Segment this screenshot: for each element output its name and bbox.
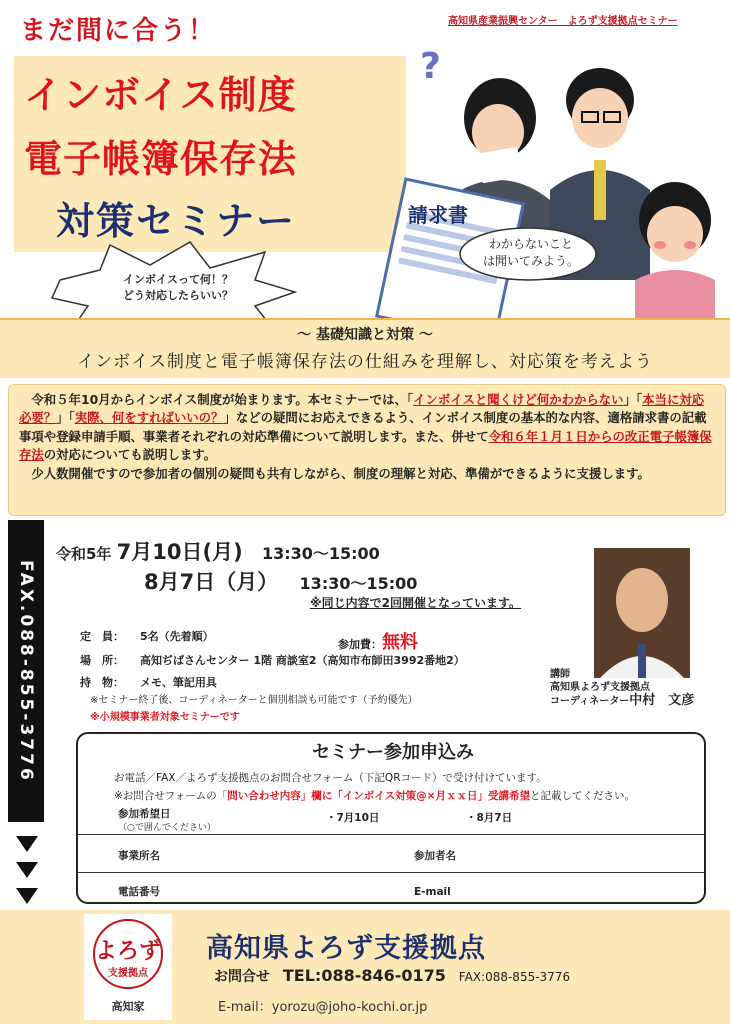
application-form [76,732,706,904]
intro-paragraph-1 [19,391,715,465]
application-line-2-text: と記載してください。 [529,790,635,802]
invoice-label: 請求書 [408,203,468,227]
svg-text:よろず: よろず [94,939,162,964]
organizer-line: 高知県産業振興センター よろず支援拠点セミナー [448,16,678,27]
items-label: 持 物： [80,676,124,689]
bubble-left-line-2: どう対応したらいい？ [123,289,233,302]
title-line-2: 電子帳簿保存法 [24,137,298,181]
speech-burst-text [98,272,258,304]
lecturer-org: 高知県よろず支援拠点 [550,682,650,693]
svg-text:高知家: 高知家 [111,1000,145,1013]
venue-label: 場 所： [80,654,124,667]
fee-row [338,628,418,654]
email-label: E-mail [414,886,451,898]
intro-paragraph-2: 少人数開催ですので参加者の個別の疑問も共有しながら、制度の理解と対応、準備ができるように支援します。 [31,465,650,481]
capacity-value: 5名（先着順） [140,630,214,643]
svg-text:?: ? [420,46,441,87]
yorozu-logo [84,914,172,1020]
participant-label: 参加者名 [414,850,456,862]
capacity-label: 定 員： [80,630,124,643]
contact-label: お問合せ [214,969,270,985]
title-line-1: インボイス制度 [24,73,297,117]
bubble-left-line-1: インボイスって何！？ [123,273,233,286]
intro-text: 令和５年10月からインボイス制度が始まります。本セミナーでは、「 [31,392,414,407]
schedule-row-2 [144,566,417,596]
application-highlight: 問い合わせ内容」欄に「インボイス対策@×月ｘｘ日」受講希望 [227,790,530,802]
office-label: 事業所名 [118,850,160,862]
date-label: 参加希望日 [118,808,171,820]
fax-side-banner: FAX.088-855-3776 [8,520,44,822]
application-line-1: お電話／FAX／よろず支援拠点のお問合せフォーム（下記QRコード）で受け付けています。 [114,772,547,784]
target-note: ※小規模事業者対象セミナーです [90,712,240,723]
application-title: セミナー参加申込み [312,742,474,763]
date-option-2[interactable]: ・8月7日 [466,812,513,824]
application-line-2 [114,788,635,803]
items-value: メモ、筆記用具 [140,676,217,689]
bubble-right-text [476,236,586,270]
schedule-time-1: 13:30～15:00 [261,544,380,563]
intro-highlight: 本当に対応必要？ [19,392,705,426]
bubble-right-line-1: わからないこと [488,237,573,251]
footer-contact [214,966,570,986]
subheading-1: ～ 基礎知識と対策 ～ [297,327,433,343]
consult-note: ※セミナー終了後、コーディネーターと個別相談も可能です（予約優先） [90,695,418,706]
form-divider [78,834,704,835]
fee-value: 無料 [382,632,418,653]
intro-highlight: インボイスと聞くけど何かわからない [413,392,624,407]
application-line-2-text: ※お問合せフォームの「 [114,790,228,802]
lecturer-role: 講師 [550,669,570,680]
intro-text: の対応についても説明します。 [43,447,217,463]
footer-org: 高知県よろず支援拠点 [206,933,486,964]
intro-text: 」などの疑問にお応えできるよう、インボイス制度の基本的な内容、適格請求書の記載事項や登録申請手順、事業者それぞれの対応準備について説明します。また、併せて [19,410,707,444]
title-line-3: 対策セミナー [56,199,297,243]
schedule-row-1 [56,536,380,566]
tagline: まだ間に合う！ [20,16,217,46]
people-illustration [360,40,730,320]
capacity-row [80,628,214,644]
contact-fax: FAX:088-855-3776 [458,970,571,984]
lecturer-photo [594,548,690,678]
venue-row [80,652,465,668]
subheading-band [0,318,730,378]
schedule-note: ※同じ内容で2回開催となっています。 [310,596,522,610]
intro-highlight: 令和６年１月１日からの改正電子帳簿保存法 [19,428,712,463]
lecturer-title: コーディネーター [550,696,630,707]
venue-value: 高知ぢばさんセンター 1階 商談室2（高知市布師田3992番地2） [140,654,465,667]
phone-label: 電話番号 [118,886,160,898]
items-row [80,674,217,690]
lecturer-name: 中村 文彦 [629,693,695,708]
bubble-right-line-2: は聞いてみよう。 [482,254,579,268]
schedule-time-2: 13:30～15:00 [299,574,418,593]
intro-box [8,384,726,516]
contact-email[interactable]: E-mail：yorozu@joho-kochi.or.jp [218,1000,428,1015]
contact-tel[interactable]: TEL:088-846-0175 [282,966,446,985]
date-option-1[interactable]: ・7月10日 [326,812,380,824]
subheading-2: インボイス制度と電子帳簿保存法の仕組みを理解し、対応策を考えよう [77,352,653,372]
form-divider [78,872,704,873]
lecturer-info [550,668,694,708]
fee-label: 参加費： [338,638,382,651]
intro-highlight: 実際、何をすればいいの？ [74,410,224,426]
date-sub-label: （○で囲んでください） [118,823,216,833]
intro-text: 」「 [56,410,75,426]
schedule-era: 令和5年 [56,545,112,563]
schedule-date-2: 8月7日（月） [144,570,279,594]
intro-text: 」「 [623,392,643,407]
schedule-date-1: 7月10日(月) [116,540,243,564]
down-arrow-icons [12,832,42,912]
svg-text:支援拠点: 支援拠点 [108,968,148,979]
